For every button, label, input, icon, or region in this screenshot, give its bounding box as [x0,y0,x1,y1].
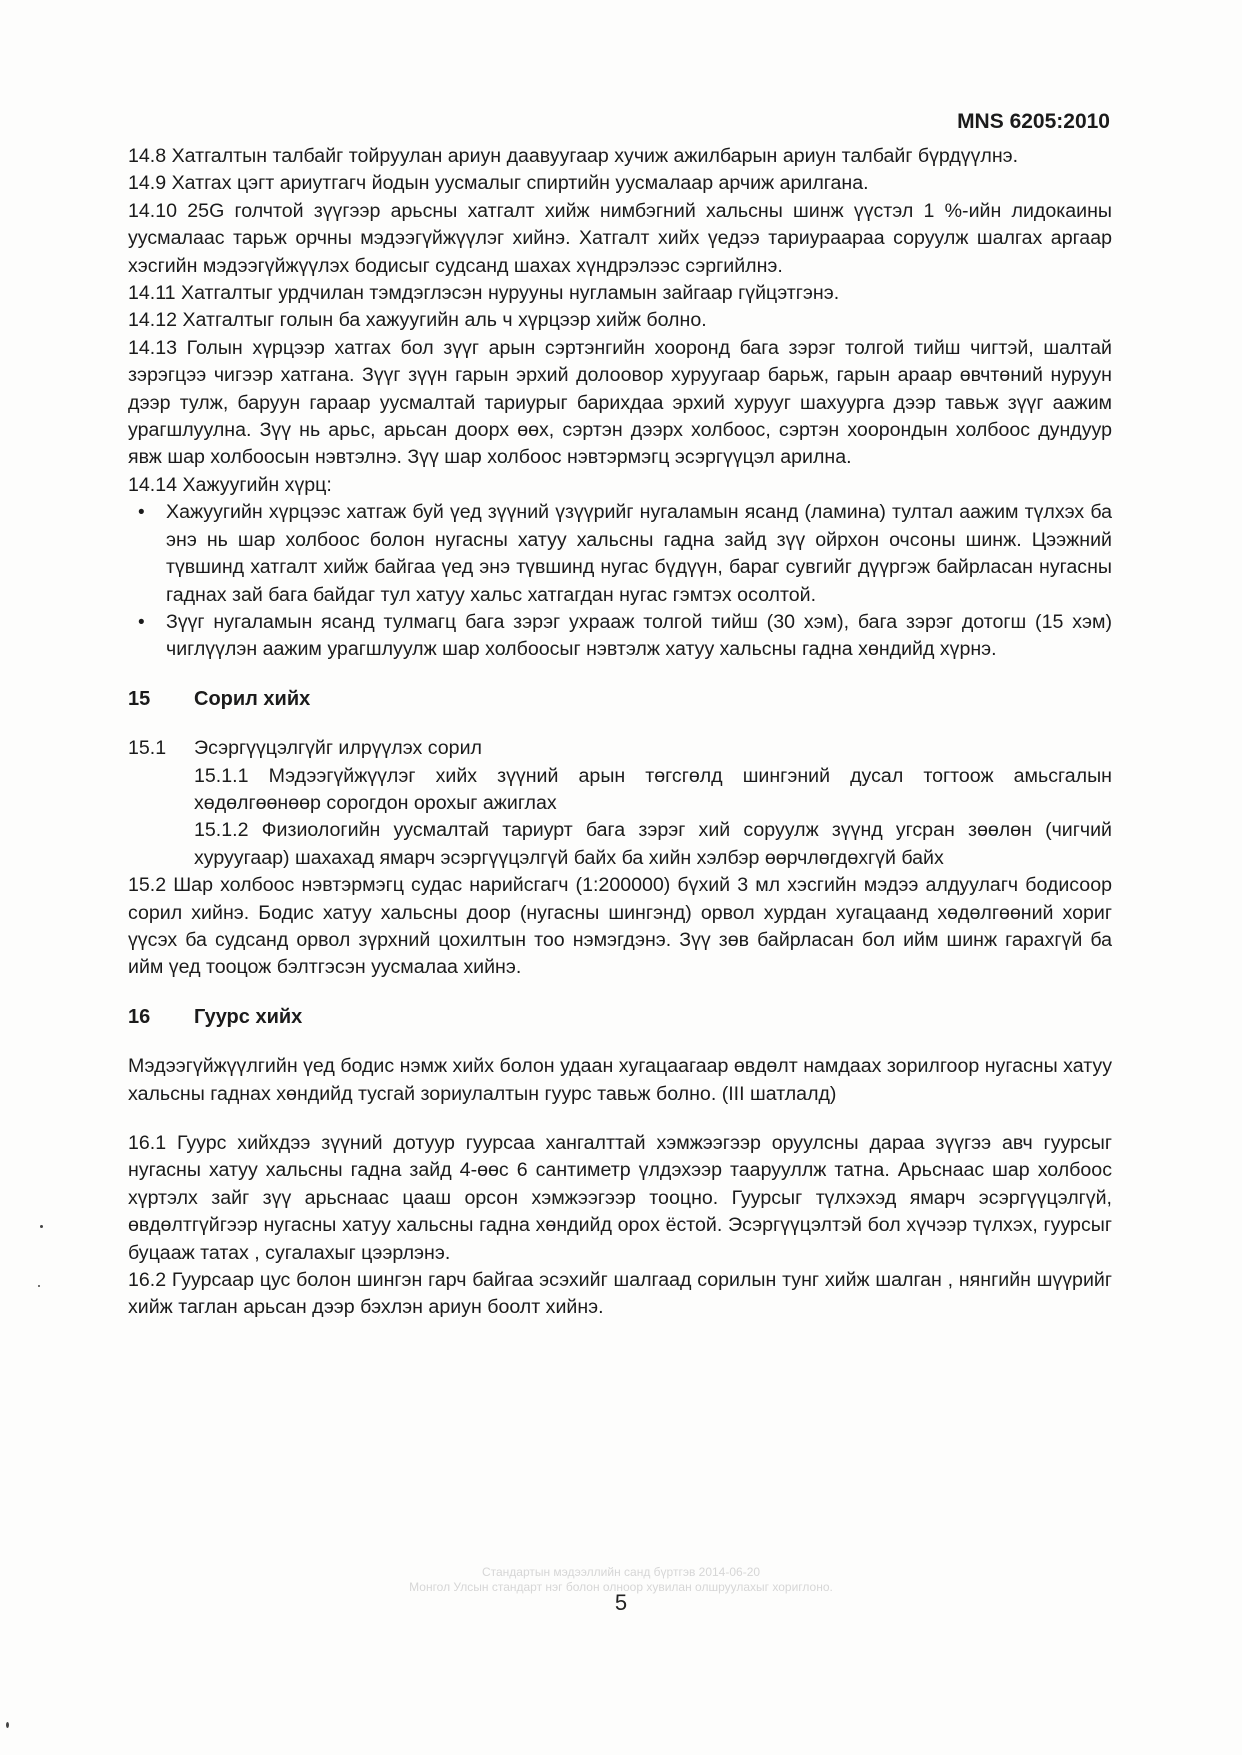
section-title: Гуурс хийх [194,1005,303,1028]
scan-speck [6,1722,9,1728]
paragraph-14-10: 14.10 25G голчтой зүүгээр арьсны хатгалт хийж нимбэгний хальсны шинж үүстэл 1 %-ийн лидокаины уусмалаас тарьж орчны мэдээгүйжүүлэг хийнэ. Хатгалт хийх үедээ тариураараа соруулж шалгах аргаар хэсгийн мэдээгүйжүүлэх бодисыг судсанд шахах хүндрэлээс сэргийлнэ. [128,199,1112,277]
paragraph-16-1: 16.1 Гуурс хийхдээ зүүний дотуур гуурсаа хангалттай хэмжээгээр оруулсны дараа зүүгээ авч гуурсыг нугасны хатуу хальсны гадна зайд 4-өөс 6 сантиметр үлдэхээр таарууллж татна. Арьснаас шар холбоос хүртэлх зайг зүү арьснаас цааш орсон хэмжээгээр тооцно. Гуурсыг түлхэхэд ямарч эсэргүүцэлгүй, өвдөлтгүйгээр нугасны хатуу хальсны гадна хөндийд орох ёстой. Эсэргүүцэлтэй бол хүчээр түлхэх, гуурсыг буцааж татах , сугалахыг цээрлэнэ. [128,1132,1112,1264]
paragraph-14-11: 14.11 Хатгалтыг урдчилан тэмдэглэсэн нурууны нугламын зайгаар гүйцэтгэнэ. [128,282,840,305]
bullet-list-14-14 [128,499,1112,663]
section-number: 15 [128,687,151,710]
bullet-text: Зүүг нугаламын ясанд тулмагц бага зэрэг ухрааж толгой тийш (30 хэм), бага зэрэг дотогш (15 хэм) чиглүүлэн аажим урагшлуулж шар холбоосыг нэвтэлж хатуу хальсны гадна хөндийд хүрнэ. [166,610,1112,661]
paragraph-15-1 [128,735,1112,762]
scan-speck [40,1225,43,1228]
paragraph-16-intro: Мэдээгүйжүүлгийн үед бодис нэмж хийх болон удаан хугацаагаар өвдөлт намдаах зорилгоор нугасны хатуу хальсны гаднах хөндийд тусгай зориулалтын гуурс тавьж болно. (III шатлалд) [128,1055,1112,1105]
paragraph-14-12: 14.12 Хатгалтыг голын ба хажуугийн аль ч хүрцээр хийж болно. [128,309,707,332]
standard-code: MNS 6205:2010 [957,110,1110,133]
footer-watermark-line-1: Стандартын мэдээллийн санд бүртгэв 2014-06-20 [481,1565,761,1579]
paragraph-number: 15.1 [128,737,167,760]
document-body [128,143,1112,1322]
bullet-text: Хажуугийн хүрцээс хатгаж буй үед зүүний үзүүрийг нугаламын ясанд (ламина) тултал аажим түлхэх ба энэ нь шар холбоос болон нугасны хатуу хальсны гадна зайд зүү ойрхон очсоны шинж. Цээжний түвшинд хатгалт хийж байгаа үед энэ түвшинд нугас бүдүүн, бараг сувгийг дүүргэж байрласан нугасны гаднах зай бага байдаг тул хатуу хальс хатгагдан нугас гэмтэх осолтой. [166,501,1112,606]
paragraph-14-8: 14.8 Хатгалтын талбайг тойруулан ариун даавуугаар хучиж ажилбарын ариун талбайг бүрдүүлнэ. [128,145,1019,167]
list-item [128,609,1112,664]
scan-speck [38,1285,40,1287]
section-number: 16 [128,1005,151,1028]
section-heading-15 [128,686,1112,713]
bullet-dot-icon: • [138,611,145,633]
section-title: Сорил хийх [194,687,311,710]
paragraph-15-2: 15.2 Шар холбоос нэвтэрмэгц судас нарийсгагч (1:200000) бүхий 3 мл хэсгийн мэдээ алдуулагч бодисоор сорил хийнэ. Бодис хатуу хальсны доор (нугасны шингэнд) орвол хурдан хугацаанд хөдөлгөөний хориг үүсэх ба судсанд орвол зүрхний цохилтын тоо нэмэгдэнэ. Зүү зөв байрласан бол ийм шинж гарахгүй ба ийм үед тооцож бэлтгэсэн уусмалаа хийнэ. [128,874,1112,979]
paragraph-14-14: 14.14 Хажуугийн хүрц: [128,473,332,496]
paragraph-text: Эсэргүүцэлгүйг илрүүлэх сорил [194,737,482,760]
paragraph-16-2: 16.2 Гуурсаар цус болон шингэн гарч байгаа эсэхийг шалгаад сорилын тунг хийж шалган , нянгийн шүүрийг хийж таглан арьсан дээр бэхлэн ариун боолт хийнэ. [128,1269,1112,1319]
paragraph-14-13: 14.13 Голын хүрцээр хатгах бол зүүг арын сэртэнгийн хооронд бага зэрэг толгой тийш чигтэй, шалтай зэрэгцээ чигээр хатгана. Зүүг зүүн гарын эрхий долоовор хуруугаар барьж, гарын араар өвчтөний нуруун дээр тулж, баруун гараар уусмалтай тариурыг барихдаа эрхий хурууг шахуурга дээр тавьж зүүг аажим урагшлуулна. Зүү нь арьс, арьсан доорх өөх, сэртэн дээрх холбоос, сэртэн хоорондын холбоос дундуур явж шар холбоосын нэвтэлнэ. Зүү шар холбоос нэвтэрмэгц эсэргүүцэл арилна. [128,336,1112,469]
list-item [128,499,1112,609]
page-number: 5 [614,1590,628,1615]
footer-watermark-line-2: Монгол Улсын стандарт нэг болон олноор хувилан олшруулахыг хориглоно. [409,1580,833,1594]
paragraph-15-1-2: 15.1.2 Физиологийн уусмалтай тариурт бага зэрэг хий соруулж зүүнд угсран зөөлөн (чигчий хуруугаар) шахахад ямарч эсэргүүцэлгүй байх ба хийн хэлбэр өөрчлөгдөхгүй байх [194,819,1112,869]
bullet-dot-icon: • [138,502,145,524]
paragraph-15-1-1: 15.1.1 Мэдээгүйжүүлэг хийх зүүний арын төгсгөлд шингэний дусал тогтоож амьсгалын хөдөлгөөнөөр сорогдон орохыг ажиглах [194,764,1112,814]
section-heading-16 [128,1004,1112,1031]
paragraph-14-9: 14.9 Хатгах цэгт ариутгагч йодын уусмалыг спиртийн уусмалаар арчиж арилгана. [128,172,869,195]
